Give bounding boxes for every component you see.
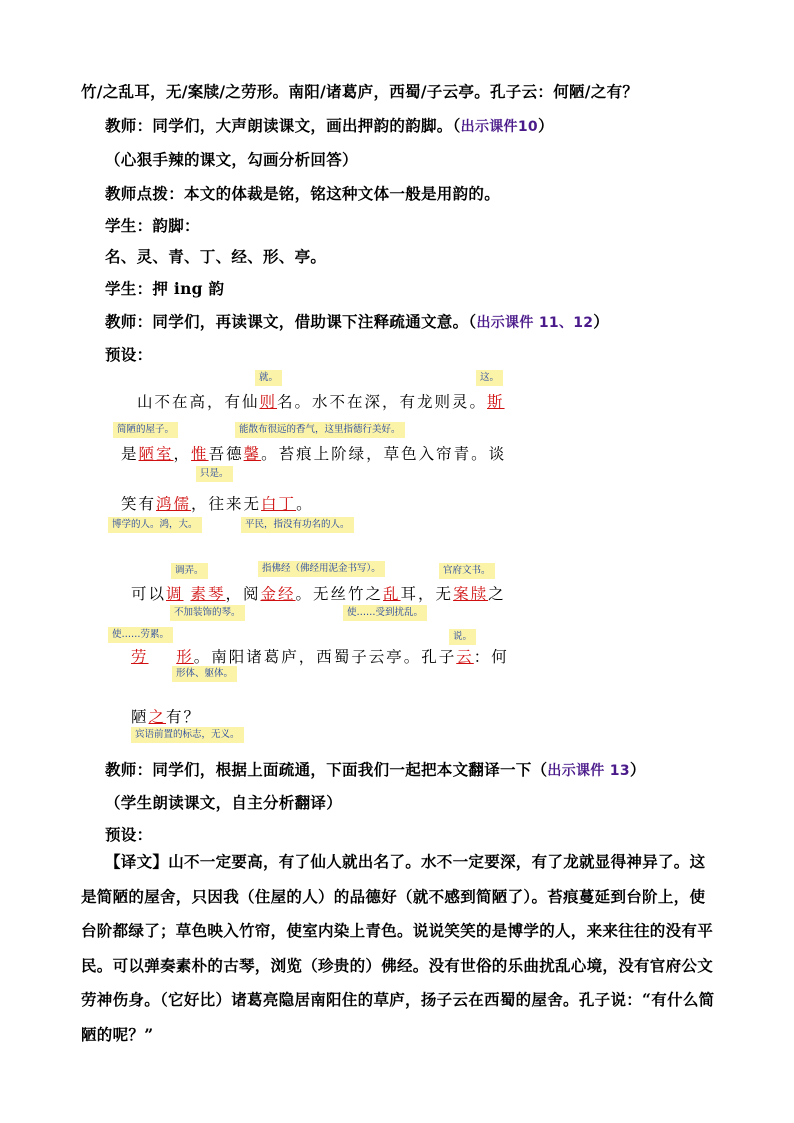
classical-text-row [131, 582, 506, 604]
classical-text-row [121, 442, 506, 464]
annotation-note: 说。 [449, 629, 476, 645]
keyword: 之 [148, 708, 167, 726]
text-span: ， [173, 445, 192, 463]
translation-paragraph [81, 845, 721, 1052]
annotation-note: 不加装饰的琴。 [170, 605, 245, 621]
text-span: 可以 [131, 585, 167, 603]
text-span: 。 [296, 495, 314, 513]
text-line: 教师点拨：本文的体裁是铭，铭这种文体一般是用韵的。 [105, 184, 501, 203]
teacher-line [105, 758, 646, 780]
text-span: 。无丝竹之 [295, 585, 384, 603]
classical-text-row [131, 645, 509, 667]
text-span: 笑有 [121, 495, 157, 513]
annotation-note: 就。 [255, 370, 282, 386]
text-line: 学生：押 ing 韵 [105, 279, 225, 298]
classical-text-row [137, 390, 505, 412]
text-line: 竹/之乱耳，无/案牍/之劳形。南阳/诸葛庐，西蜀/子云亭。孔子云：何陋/之有？ [81, 82, 639, 101]
text-line: 名、灵、青、丁、经、形、亭。 [105, 247, 327, 266]
annotation-note: 博学的人。鸿，大。 [108, 517, 202, 533]
keyword: 鸿儒 [156, 495, 192, 513]
keyword: 形 [176, 648, 194, 666]
text-line: 预设： [105, 825, 153, 844]
line-end: ） [629, 760, 646, 779]
classical-text-row [121, 492, 314, 514]
annotation-note: 这。 [476, 370, 503, 386]
text-span: ，阅 [225, 585, 261, 603]
text-span: 。南阳诸葛庐，西蜀子云亭。孔子 [193, 648, 457, 666]
text-span: 耳，无 [400, 585, 454, 603]
translation-label: 【译文】 [105, 852, 169, 871]
text-span: ：何 [473, 648, 509, 666]
line-text: 教师：同学们，大声朗读课文，画出押韵的韵脚。（ [105, 116, 461, 135]
keyword: 白丁 [261, 495, 297, 513]
annotation-note: 形体、躯体。 [172, 666, 237, 682]
keyword: 素琴 [190, 585, 226, 603]
annotation-note: 官府文书。 [439, 563, 495, 579]
annotation-note: 使……受到扰乱。 [343, 605, 427, 621]
teacher-line [105, 114, 554, 136]
keyword: 惟 [191, 445, 209, 463]
annotation-note: 指佛经（佛经用泥金书写）。 [258, 561, 385, 577]
line-text: 教师：同学们，根据上面疏通，下面我们一起把本文翻译一下（ [105, 760, 548, 779]
text-line: （心狠手辣的课文，勾画分析回答） [105, 150, 358, 169]
keyword: 调 [166, 585, 184, 603]
text-span: 有？ [166, 708, 202, 726]
text-line: （学生朗读课文，自主分析翻译） [105, 793, 343, 812]
keyword: 乱 [383, 585, 401, 603]
text-line: 学生：韵脚： [105, 216, 200, 235]
annotation-note: 简陋的屋子。 [113, 422, 178, 438]
line-text: 教师：同学们，再读课文，借助课下注释疏通文意。（ [105, 312, 477, 331]
annotation-note: 宾语前置的标志，无义。 [131, 727, 244, 743]
line-end: ） [537, 116, 554, 135]
keyword: 金经 [260, 585, 296, 603]
keyword: 案牍 [453, 585, 489, 603]
keyword: 馨 [243, 445, 262, 463]
text-span: 名。水不在深，有龙则灵。 [277, 393, 488, 411]
classical-text-row [131, 705, 201, 727]
text-span: 是 [121, 445, 139, 463]
keyword: 劳 [131, 648, 149, 666]
courseware-ref: 出示课件10 [460, 119, 538, 135]
annotation-note: 使……劳累。 [108, 627, 173, 643]
keyword: 则 [259, 393, 278, 411]
annotation-note: 平民，指没有功名的人。 [241, 517, 354, 533]
text-span: 。苔痕上阶绿，草色入帘青。谈 [261, 445, 507, 463]
line-end: ） [593, 312, 610, 331]
annotation-note: 能散布很远的香气，这里指德行美好。 [235, 422, 405, 438]
keyword: 斯 [487, 393, 505, 411]
keyword: 陋室 [138, 445, 174, 463]
text-span: 吾德 [208, 445, 244, 463]
annotation-note: 调弄。 [171, 563, 208, 579]
text-span: 之 [488, 585, 506, 603]
translation-body: 山不一定要高，有了仙人就出名了。水不一定要深，有了龙就显得神异了。这是简陋的屋舍，只因我（住屋的人）的品德好（就不感到简陋了）。苔痕蔓延到台阶上，使台阶都绿了；草色映入竹帘，使室内染上青色。说说笑笑的是博学的人，来来往往的没有平民。可以弹奏素朴的古琴，浏览（珍贵的）佛经。没有世俗的乐曲扰乱心境，没有官府公文劳神伤身。（它好比）诸葛亮隐居南阳住的草庐，扬子云在西蜀的屋舍。孔子说：“有什么简陋的呢？” [81, 852, 715, 1044]
text-span: 山不在高，有仙 [137, 393, 260, 411]
annotation-note: 只是。 [196, 466, 233, 482]
text-span: ，往来无 [191, 495, 262, 513]
text-line: 预设： [105, 345, 153, 364]
keyword: 云 [456, 648, 474, 666]
courseware-ref: 出示课件 13 [547, 763, 630, 779]
courseware-ref: 出示课件 11、12 [476, 315, 594, 331]
text-span: 陋 [131, 708, 149, 726]
teacher-line [105, 310, 609, 332]
